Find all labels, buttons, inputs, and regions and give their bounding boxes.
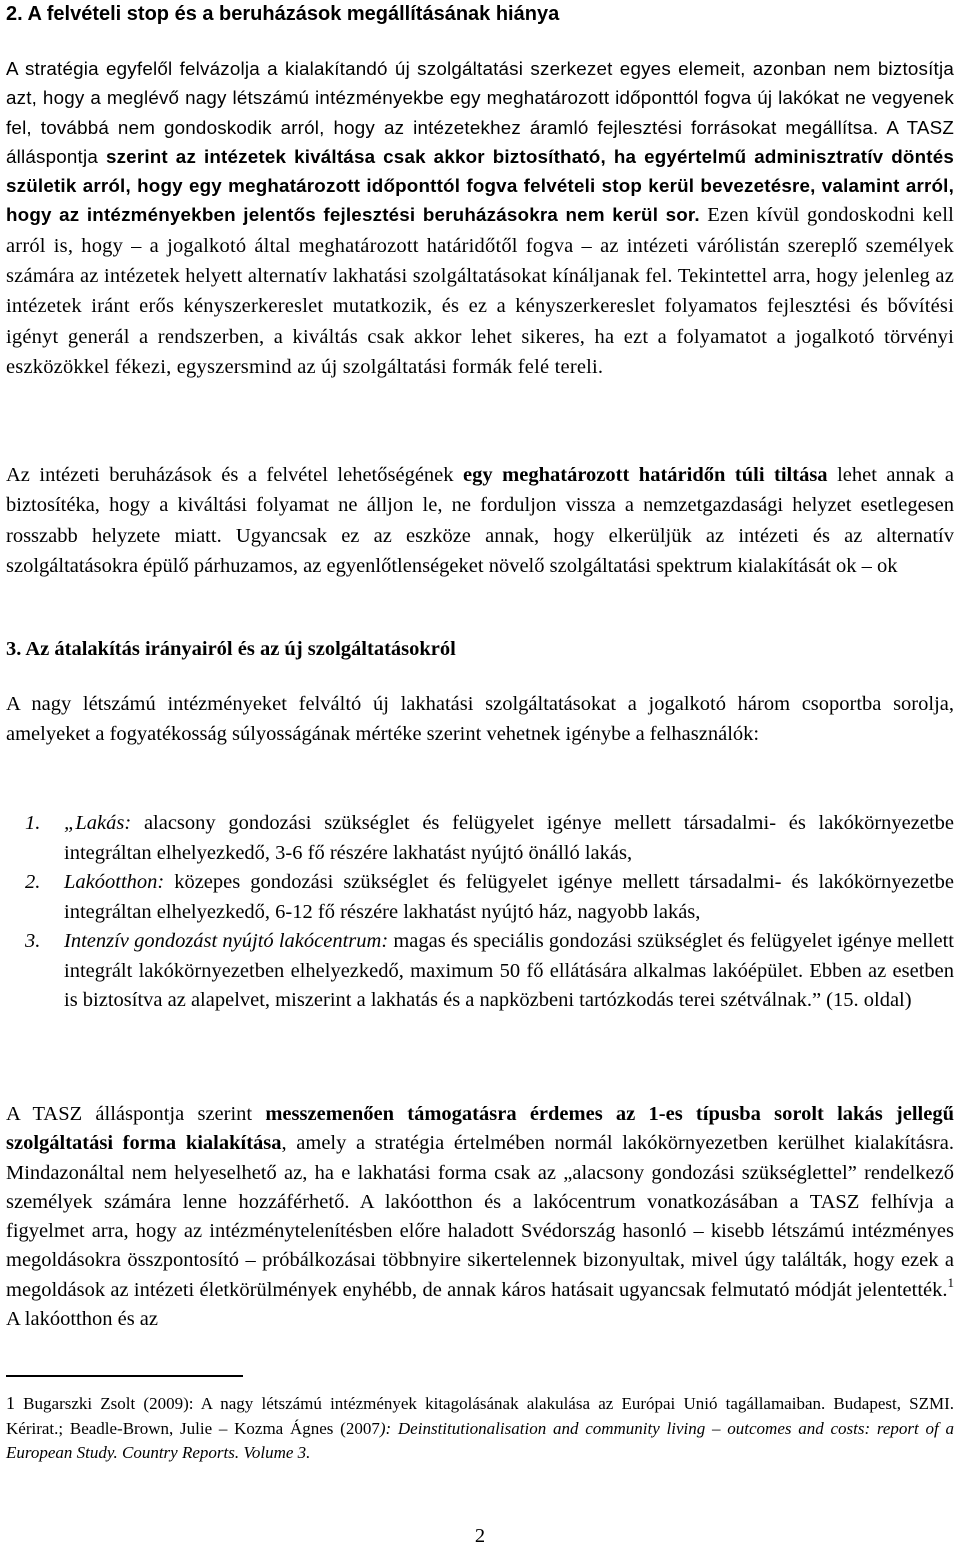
- p4-text-a: A TASZ álláspontja szerint: [6, 1103, 266, 1125]
- list-item-term: „Lakás:: [64, 812, 132, 834]
- section-3-paragraph-tasz: [6, 1100, 954, 1334]
- housing-types-list: [6, 809, 954, 1016]
- p4-text-c: A lakóotthon és az: [6, 1308, 159, 1331]
- list-item-text: közepes gondozási szükséglet és felügyelet igénye mellett társadalmi- és lakókörnyezetbe integráltan elhelyezkedő, 6-12 fő részére lakhatást nyújtó ház, nagyobb lakás,: [64, 871, 954, 923]
- list-item: [6, 868, 954, 927]
- p2-text-b: lehet annak a biztosítéka, hogy a kiváltási folyamat ne álljon le, ne forduljon vissza a nemzetgazdasági helyzet esetlegesen rosszabb helyzete miatt. Ugyancsak ez az eszköze annak, hogy elkerüljük az intézeti és az alternatív szolgáltatásokra épülő párhuzamos, az egyenlőtlenségeket növelő szolgáltatási spektrum kialakítását ok – ok: [6, 464, 954, 578]
- footnote-italic-text: ): Deinstitutionalisation and community living – outcomes and costs: report of a European Study. Country Reports. Volume 3.: [6, 1418, 955, 1462]
- p2-bold: egy meghatározott határidőn túli tiltása: [463, 464, 828, 486]
- footnote-separator: [6, 1375, 243, 1377]
- footnote: [6, 1391, 954, 1466]
- footnote-number: 1: [6, 1393, 15, 1413]
- footnote-reference[interactable]: 1: [947, 1274, 954, 1290]
- p1-text-serif: Ezen kívül gondoskodni kell arról is, hogy – a jogalkotó által meghatározott határidőtől fogva – az intézeti várólistán szereplő személyek számára az intézetek helyett alternatív lakhatási szolgáltatásokat kínáljanak fel. Tekintettel arra, hogy jelenleg az intézetek iránt erős kényszerkereslet mutatkozik, és ez a kényszerkereslet folyamatos fejlesztési és bővítési igényt generál a rendszerben, a kiváltás csak akkor lehet sikeres, ha ezt a folyamatot a jogalkotó törvényi eszközökkel fékezi, egyszersmind az új szolgáltatási formák felé tereli.: [6, 204, 955, 378]
- section-3-intro: A nagy létszámú intézményeket felváltó új lakhatási szolgáltatásokat a jogalkotó három csoportba sorolja, amelyeket a fogyatékosság súlyosságának mértéke szerint vehetnek igénybe a felhasználók:: [6, 693, 954, 746]
- page-number: 2: [474, 1525, 486, 1547]
- section-2-heading: 2. A felvételi stop és a beruházások megállításának hiánya: [6, 3, 560, 25]
- section-2-paragraph-1: [6, 54, 954, 382]
- list-item: [6, 927, 954, 1016]
- list-item-term: Lakóotthon:: [64, 871, 165, 893]
- list-item-text: alacsony gondozási szükséglet és felügyelet igénye mellett társadalmi- és lakókörnyezetbe integráltan elhelyezkedő, 3-6 fő részére lakhatást nyújtó önálló lakás,: [64, 812, 954, 864]
- footnote-text: Bugarszki Zsolt (2009): A nagy létszámú intézmények kitagolásának alakulása az Európai Unió tagállamaiban. Budapest, SZMI. Kérirat.; Beadle-Brown, Julie – Kozma Ágnes (2007: [6, 1394, 954, 1438]
- p2-text-a: Az intézeti beruházások és a felvétel lehetőségének: [6, 464, 464, 486]
- list-item-term: Intenzív gondozást nyújtó lakócentrum:: [64, 930, 389, 952]
- list-item-number: 3.: [25, 930, 41, 952]
- list-item-number: 1.: [25, 812, 41, 834]
- p4-text-b: , amely a stratégia értelmében normál lakókörnyezetben kerülhet kialakításra. Mindazonáltal nem helyeselhető az, ha e lakhatási forma csak az „alacsony gondozási szükséglettel” rendelkező személyek számára lenne hozzáférhető. A lakóotthon és a lakócentrum vonatkozásában a TASZ felhívja a figyelmet arra, hogy az intézménytelenítésben előre haladott Svédország hasonló – kisebb létszámú intézményes megoldásokra összpontosító – próbálkozásai többnyire sikertelennek bizonyultak, mivel úgy találták, hogy ezek a megoldások az intézeti életkörülmények enyhébb, de annak káros hatásait ugyancsak felmutató módját jelentették.: [6, 1132, 954, 1301]
- p1-bold-claim: szerint az intézetek kiváltása csak akkor biztosítható, ha egyértelmű adminisztratív döntés születik arról, hogy egy meghatározott időponttól fogva felvételi stop kerül bevezetésre, valamint arról, hogy az intézményekben jelentős fejlesztési beruházásokra nem kerül sor.: [6, 145, 954, 226]
- list-item-number: 2.: [25, 871, 41, 893]
- list-item: [6, 809, 954, 868]
- section-2-paragraph-2: [6, 460, 954, 582]
- section-3-heading: 3. Az átalakítás irányairól és az új szolgáltatásokról: [6, 638, 456, 660]
- p1-text-a: A stratégia egyfelől felvázolja a kialakítandó új szolgáltatási szerkezet egyes elemeit, azonban nem biztosítja azt, hogy a meglévő nagy létszámú intézményekbe egy meghatározott időponttól fogva új lakókat ne vegyenek fel, továbbá nem gondoskodik arról, hogy az intézetekhez áramló fejlesztési forrásokat megállítsa. A TASZ álláspontja: [6, 58, 954, 167]
- p4-bold: messzemenően támogatásra érdemes az 1-es típusba sorolt lakás jellegű szolgáltatási forma kialakítása: [6, 1103, 954, 1155]
- list-item-text: magas és speciális gondozási szükséglet és felügyelet igénye mellett integrált lakókörnyezetben elhelyezkedő, maximum 50 fő ellátására alkalmas lakóépület. Ebben az esetben is biztosítva az alapelvet, miszerint a lakhatás és a napközbeni tartózkodás terei szétválnak.” (15. oldal): [64, 930, 954, 1011]
